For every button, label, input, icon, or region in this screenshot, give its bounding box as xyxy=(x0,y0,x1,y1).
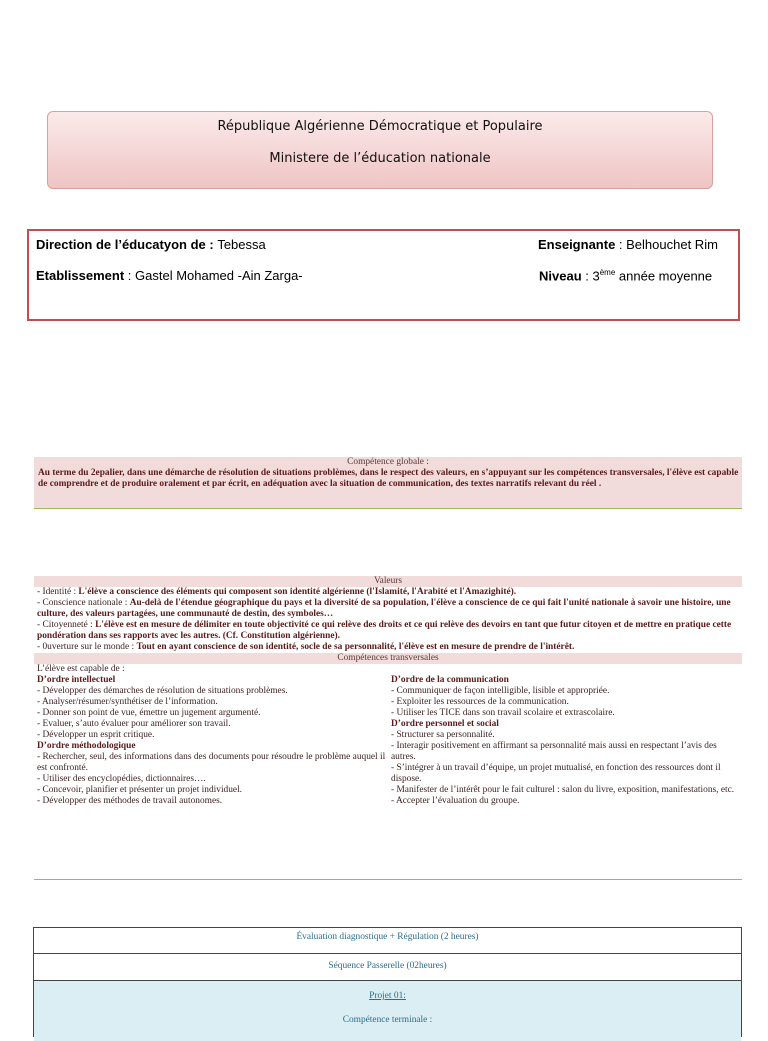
direction-value: Tebessa xyxy=(217,237,266,252)
competence-item: - Donner son point de vue, émettre un jugement argumenté. xyxy=(37,708,261,718)
ministry-header xyxy=(47,111,713,189)
valeurs-list xyxy=(34,587,742,653)
competence-item: - Exploiter les ressources de la communication. xyxy=(391,697,569,707)
competence-globale xyxy=(34,457,742,509)
projet-title: Projet 01: xyxy=(369,991,406,1001)
competence-subtitle: D’ordre personnel et social xyxy=(391,719,499,729)
etablissement-line: Etablissement : Gastel Mohamed -Ain Zarga- xyxy=(36,268,303,283)
transversales-left xyxy=(37,675,389,807)
transversales-title: Compétences transversales xyxy=(34,653,742,664)
competence-subtitle: D’ordre de la communication xyxy=(391,675,509,685)
valeur-item: culture, des valeurs partagées, une communauté de destin, des symboles… xyxy=(37,609,334,619)
valeurs-title: Valeurs xyxy=(34,576,742,587)
sequence-table xyxy=(33,927,742,1037)
competence-item: - Analyser/résumer/synthétiser de l’information. xyxy=(37,697,218,707)
direction-line: Direction de l’éducatyon de : Tebessa xyxy=(36,237,266,252)
evaluation-row: Évaluation diagnostique + Régulation (2 heures) xyxy=(34,928,741,954)
school-info-box xyxy=(27,229,740,321)
republic-title: République Algérienne Démocratique et Populaire xyxy=(217,119,543,134)
competence-item: - Manifester de l’intérêt pour le fait culturel : salon du livre, exposition, manifestations, etc. xyxy=(391,785,735,795)
valeur-item: - Conscience nationale : Au-delà de l'étendue géographique du pays et la diversité de sa population, l'élève a conscience de ce qui fait l'unité nationale à savoir une histoire, une xyxy=(37,598,731,608)
niveau-value: année moyenne xyxy=(618,268,713,284)
competence-terminale: Compétence terminale : xyxy=(342,1015,433,1025)
competence-item: - Rechercher, seul, des informations dans des documents pour résoudre le problème auquel il est confronté. xyxy=(37,752,386,773)
competence-item: - Développer un esprit critique. xyxy=(37,730,155,740)
competence-item: - Utiliser les TICE dans son travail scolaire et extrascolaire. xyxy=(391,708,615,718)
valeur-item: - 0uverture sur le monde : Tout en ayant conscience de son identité, socle de sa personnalité, l'élève est en mesure de prendre de l'intérêt. xyxy=(37,642,575,652)
niveau-label: Niveau xyxy=(539,268,582,284)
competence-globale-text: Au terme du 2epalier, dans une démarche de résolution de situations problèmes, dans le respect des valeurs, en s’appuyant sur les compétences transversales, l'élève est capable de comprendre et de produire oralement et par écrit, en adéquation avec la situation de communication, des textes narratifs relevant du réel . xyxy=(38,468,739,489)
transversales-right xyxy=(391,675,741,807)
etab-value: Gastel Mohamed -Ain Zarga- xyxy=(135,268,303,283)
transversales-intro: L’élève est capable de : xyxy=(37,664,125,674)
niveau-line: Niveau : 3ème année moyenne xyxy=(539,268,713,284)
passerelle-row: Séquence Passerelle (02heures) xyxy=(34,954,741,981)
enseignante-value: Belhouchet Rim xyxy=(626,237,718,252)
etab-label: Etablissement xyxy=(36,268,125,283)
competence-item: - Accepter l’évaluation du groupe. xyxy=(391,796,520,806)
competence-item: - Développer des méthodes de travail autonomes. xyxy=(37,796,223,806)
competence-globale-title: Compétence globale : xyxy=(347,457,429,467)
enseignante-line: Enseignante : Belhouchet Rim xyxy=(538,237,718,252)
competence-item: - Concevoir, planifier et présenter un projet individuel. xyxy=(37,785,243,795)
competence-item: - Développer des démarches de résolution de situations problèmes. xyxy=(37,686,288,696)
projet-row xyxy=(34,981,741,1041)
direction-label: Direction de l’éducatyon de xyxy=(36,237,206,252)
competence-item: - S’intégrer à un travail d’équipe, un projet mutualisé, en fonction des ressources dont il dispose. xyxy=(391,763,721,784)
competence-subtitle: D’ordre intellectuel xyxy=(37,675,116,685)
competence-item: - Utiliser des encyclopédies, dictionnaires…. xyxy=(37,774,206,784)
competence-item: - Interagir positivement en affirmant sa personnalité mais aussi en respectant l’avis des autres. xyxy=(391,741,717,762)
competence-item: - Structurer sa personnalité. xyxy=(391,730,495,740)
valeurs-block xyxy=(34,576,742,880)
competence-item: - Communiquer de façon intelligible, lisible et appropriée. xyxy=(391,686,610,696)
ministry-title: Ministere de l’éducation nationale xyxy=(269,151,491,166)
valeur-item: pondération dans ses rapports avec les autres. (Cf. Constitution algérienne). xyxy=(37,631,340,641)
valeur-item: - Citoyenneté : L'élève est en mesure de délimiter en toute objectivité ce qui relève des droits et ce qui relève des devoirs en tant que futur citoyen et de mettre en pratique cette xyxy=(37,620,732,630)
valeur-item: - Identité : L'élève a conscience des éléments qui composent son identité algérienne (l'Islamité, l'Arabité et l'Amazighité). xyxy=(37,587,517,597)
competence-subtitle: D’ordre méthodologique xyxy=(37,741,136,751)
competence-item: - Evaluer, s’auto évaluer pour améliorer son travail. xyxy=(37,719,231,729)
enseignante-label: Enseignante xyxy=(538,237,616,252)
